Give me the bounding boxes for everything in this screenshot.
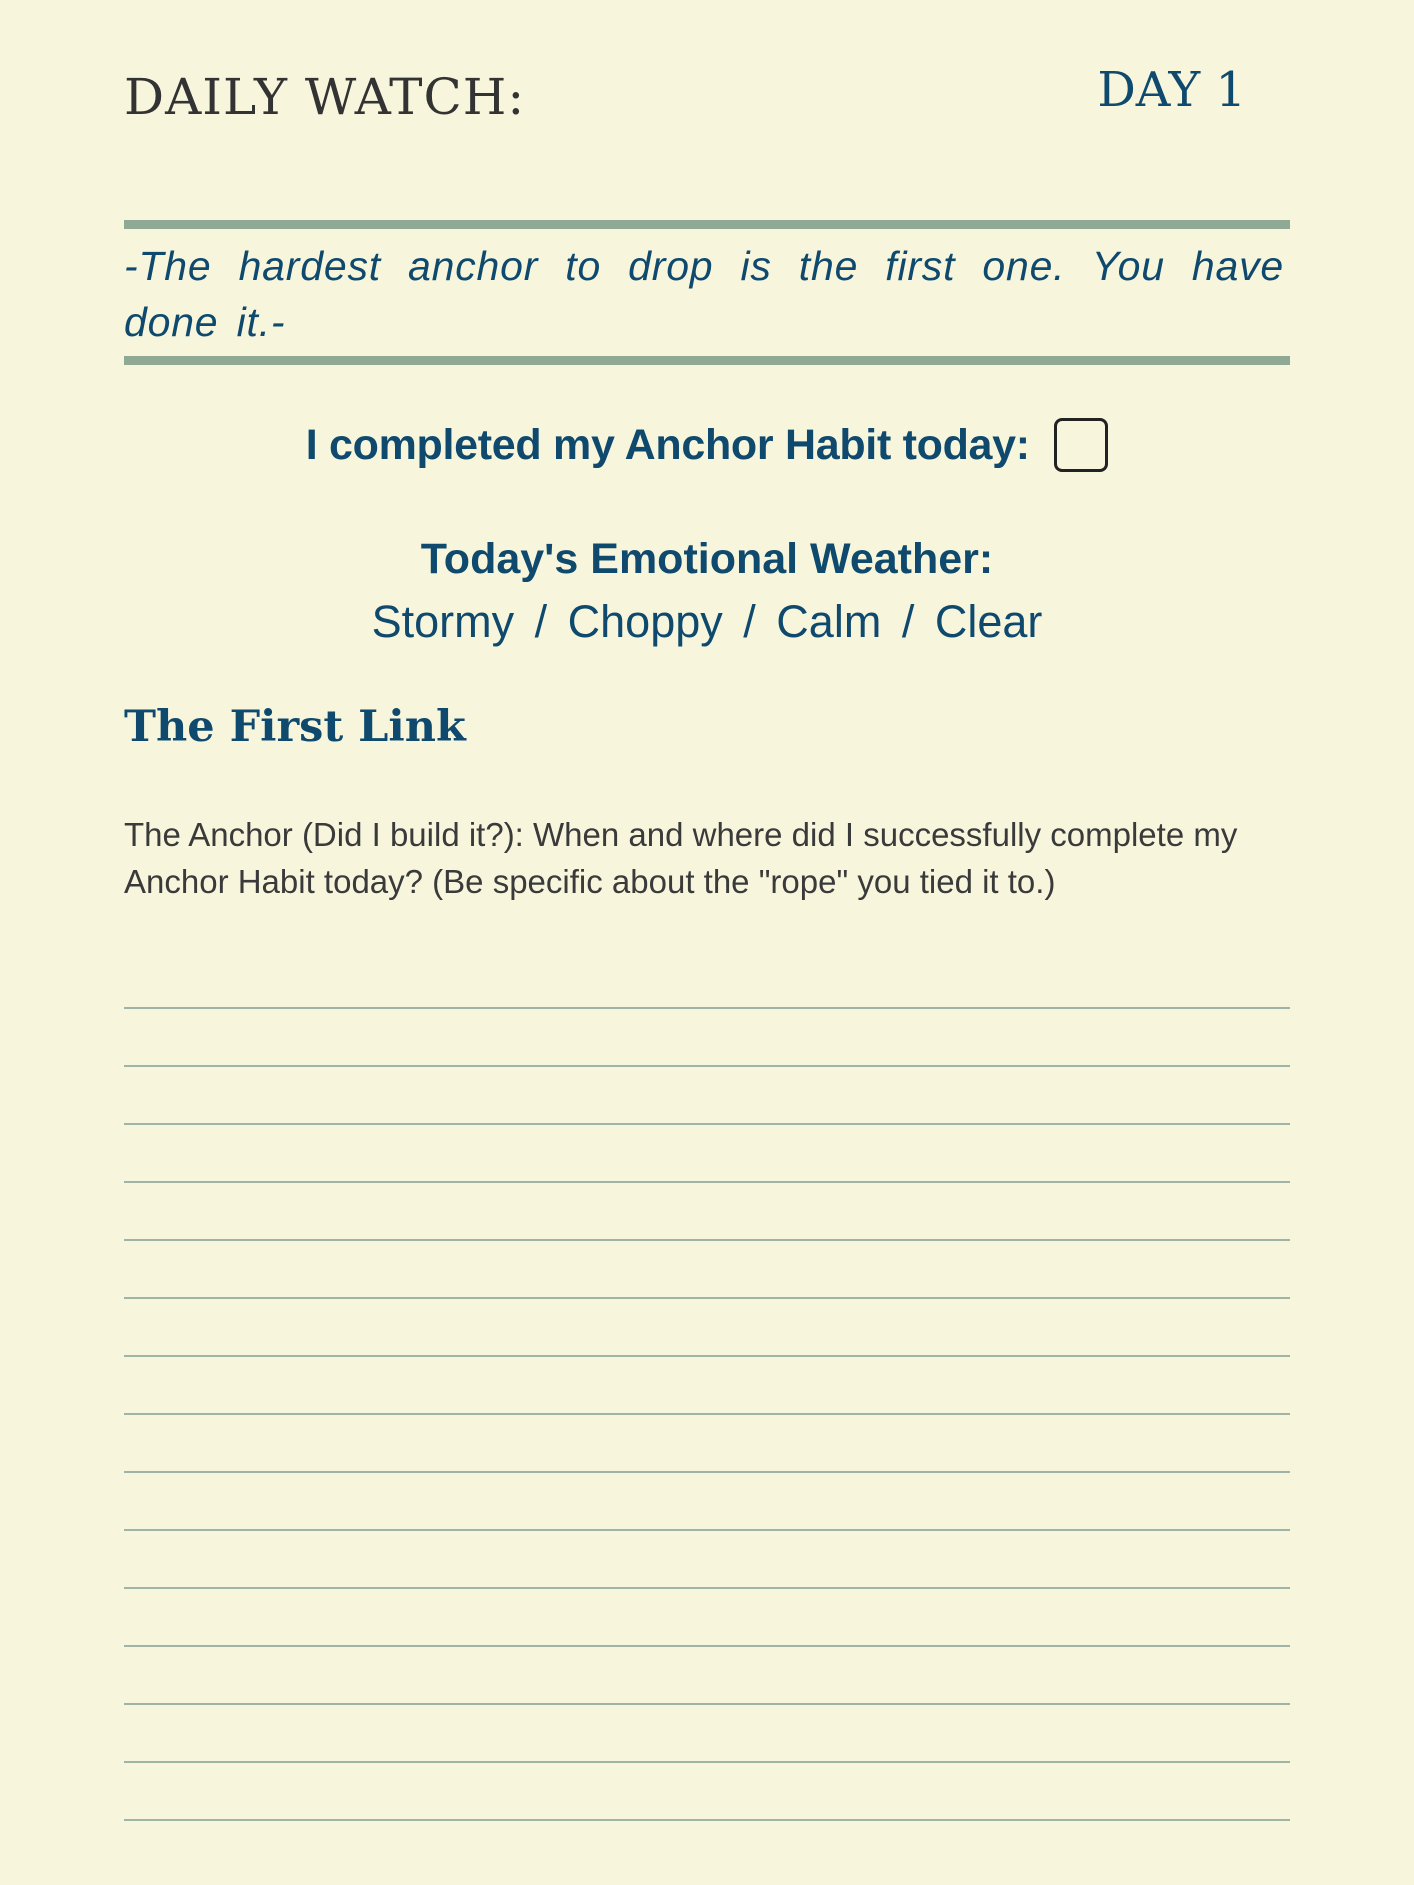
- weather-option-choppy[interactable]: Choppy: [567, 596, 723, 647]
- writing-line: [124, 1239, 1290, 1297]
- writing-line: [124, 1819, 1290, 1877]
- weather-separator: /: [901, 596, 915, 647]
- writing-line: [124, 1181, 1290, 1239]
- habit-row: [0, 418, 1414, 472]
- writing-line: [124, 1123, 1290, 1181]
- writing-area[interactable]: [124, 1007, 1290, 1877]
- writing-line: [124, 1297, 1290, 1355]
- writing-line: [124, 1471, 1290, 1529]
- writing-line: [124, 1007, 1290, 1065]
- writing-line: [124, 1587, 1290, 1645]
- weather-options: [0, 596, 1414, 648]
- section-prompt: The Anchor (Did I build it?): When and where did I successfully complete my Anchor Habit today? (Be specific about the "rope" you tied it to.): [124, 816, 1238, 900]
- quote-rule-bottom: [124, 356, 1290, 365]
- habit-label: I completed my Anchor Habit today:: [305, 420, 1030, 469]
- weather-option-clear[interactable]: Clear: [934, 596, 1043, 647]
- page-title: DAILY WATCH:: [124, 68, 526, 126]
- weather-title: Today's Emotional Weather:: [420, 535, 994, 583]
- writing-line: [124, 1761, 1290, 1819]
- writing-line: [124, 1065, 1290, 1123]
- section-heading: The First Link: [124, 702, 466, 752]
- writing-line: [124, 1703, 1290, 1761]
- habit-checkbox[interactable]: [1054, 418, 1108, 472]
- weather-option-calm[interactable]: Calm: [776, 596, 882, 647]
- quote-rule-top: [124, 220, 1290, 229]
- writing-line: [124, 1413, 1290, 1471]
- writing-line: [124, 1355, 1290, 1413]
- weather-separator: /: [534, 596, 548, 647]
- weather-option-stormy[interactable]: Stormy: [371, 596, 515, 647]
- writing-line: [124, 1529, 1290, 1587]
- writing-line: [124, 1645, 1290, 1703]
- day-label: DAY 1: [1097, 62, 1246, 118]
- quote-text: -The hardest anchor to drop is the first one. You have done it.-: [124, 243, 1284, 345]
- weather-separator: /: [743, 596, 756, 647]
